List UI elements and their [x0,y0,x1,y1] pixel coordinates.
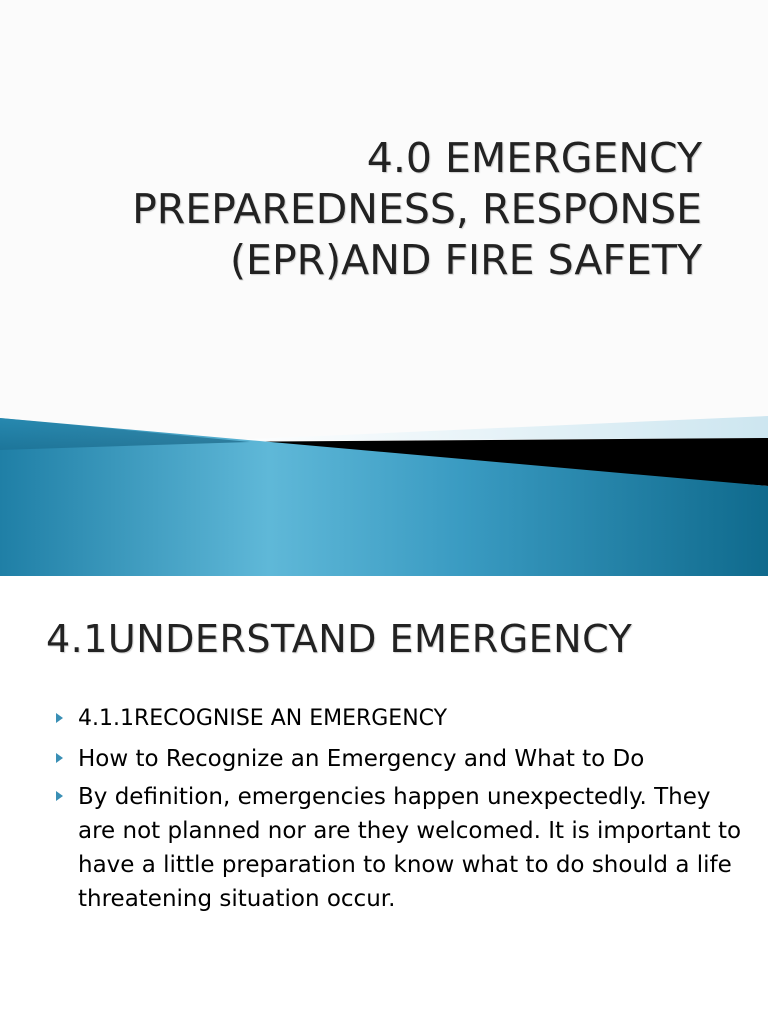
title-slide-heading [62,133,702,286]
bullet-text: 4.1.1RECOGNISE AN EMERGENCY [78,706,448,731]
swoosh-pale-band [230,416,768,440]
triangle-right-icon [56,791,63,801]
teal-swoosh-graphic [0,410,768,576]
bullet-list [54,702,744,920]
title-line: (EPR)AND FIRE SAFETY [230,236,702,284]
bullet-text: How to Recognize an Emergency and What to Do [78,746,645,772]
bullet-item [54,742,744,776]
content-slide [0,576,768,1024]
content-slide-heading: 4.1UNDERSTAND EMERGENCY [46,617,633,661]
bullet-item [54,780,744,916]
triangle-right-icon [56,713,63,723]
title-line: PREPAREDNESS, RESPONSE [132,185,702,233]
triangle-right-icon [56,753,63,763]
bullet-item [54,702,744,736]
title-line: 4.0 EMERGENCY [366,134,702,182]
bullet-text: By definition, emergencies happen unexpectedly. They are not planned nor are they welcomed. It is important to have a little preparation to know what to do should a life threatening situation occur. [78,784,742,912]
